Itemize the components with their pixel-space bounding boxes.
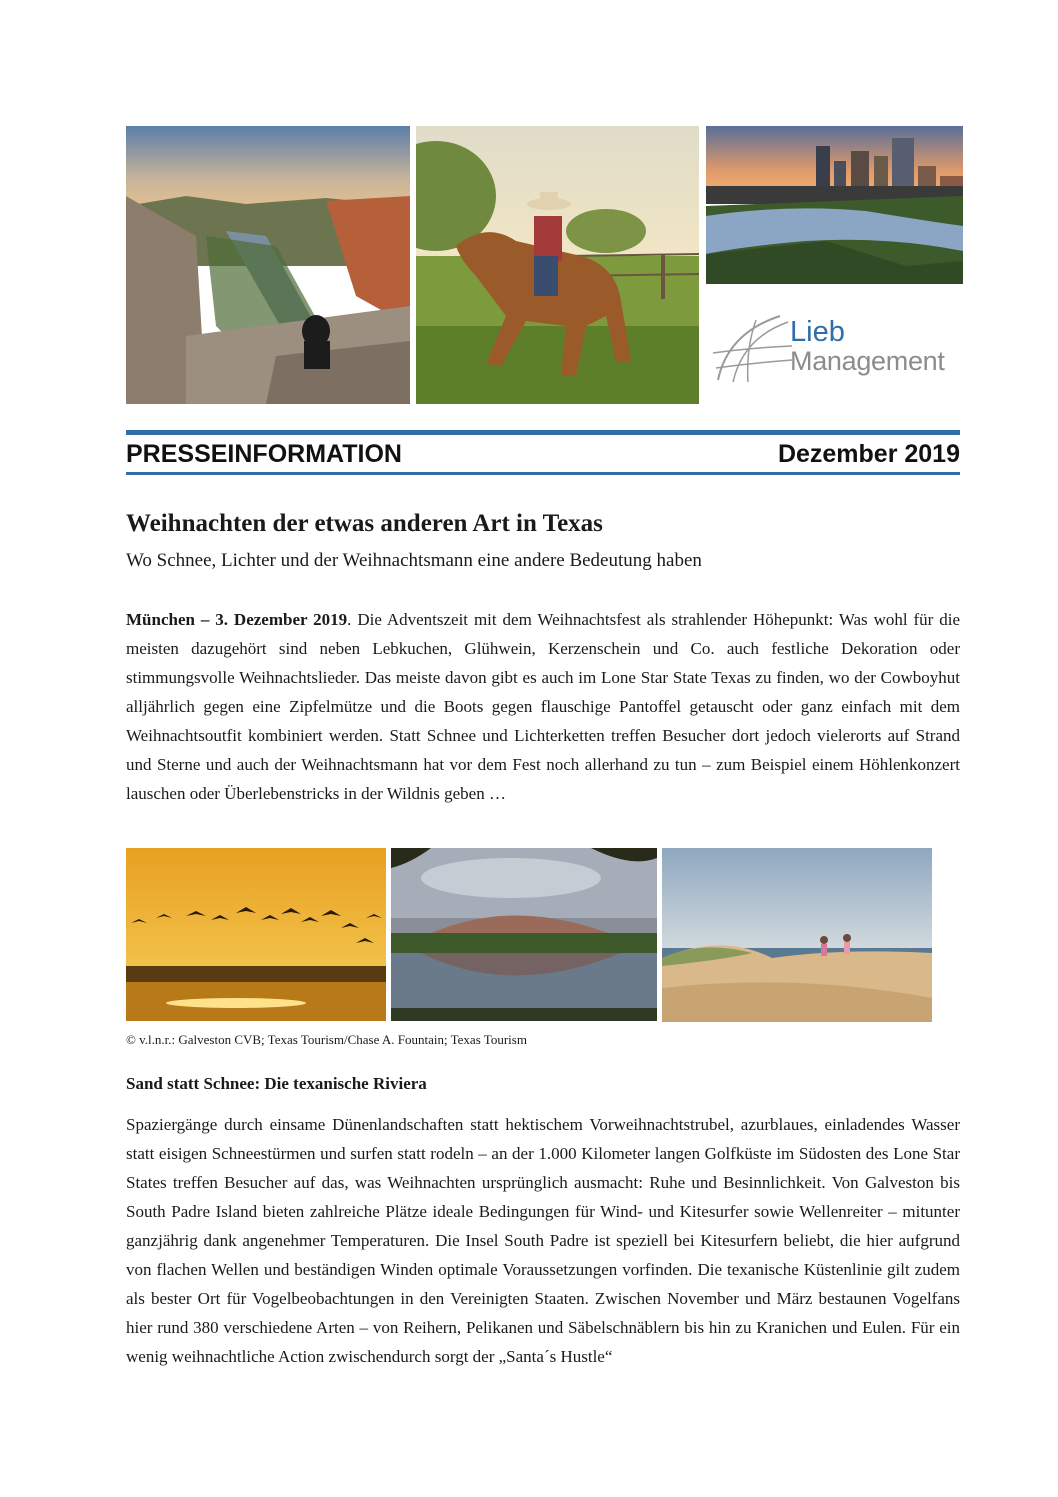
canyon-river-photo xyxy=(126,126,410,404)
city-skyline-photo xyxy=(706,126,963,284)
section-paragraph: Spaziergänge durch einsame Dünenlandschaften statt hektischem Vorweihnachtstrubel, azurblaues, einladendes Wasser statt eisigen Schneestürmen und surfen statt rodeln – an der 1.000 Kilometer langen Golfküste im Südosten des Lone Star States treffen Besucher auf das, was Weihnachten ursprünglich ausmacht: Ruhe und Besinnlichkeit. Von Galveston bis South Padre Island bieten zahlreiche Plätze ideale Bedingungen für Wind- und Kitesurfer sowie Wellenreiter – mitunter ganzjährig dank angenehmer Temperaturen. Die Insel South Padre ist speziell bei Kitesurfern beliebt, die hier aufgrund von flachen Wellen und beständigen Winden optimale Voraussetzungen vorfinden. Die texanische Küstenlinie gilt zudem als bester Ort für Vogelbeobachtungen in den Vereinigten Staaten. Zwischen November und März bestaunen Vogelfans hier rund 380 verschiedene Arten – von Reihern, Pelikanen und Säbelschnäblern bis hin zu Kranichen und Eulen. Für ein wenig weihnachtliche Action zwischendurch sorgt der „Santa´s Hustle“ xyxy=(126,1115,960,1366)
rock-lake-photo xyxy=(391,848,657,1021)
intro-paragraph xyxy=(126,605,960,808)
intro-text: . Die Adventszeit mit dem Weihnachtsfest als strahlender Höhepunkt: Was wohl für die meisten dazugehört sind neben Lebkuchen, Glühwein, Kerzenschein und Co. auch festliche Dekoration oder stimmungsvolle Weihnachtslieder. Das meiste davon gibt es auch im Lone Star State Texas zu finden, wo der Cowboyhut alljährlich gegen eine Zipfelmütze und die Boots gegen flauschige Pantoffel getauscht oder ganz einfach mit dem Weihnachtsoutfit kombiniert werden. Statt Schnee und Lichterketten treffen Besucher dort jedoch vielerorts auf Strand und Sterne und auch der Weihnachtsmann hat vor dem Fest noch allerhand zu tun – zum Beispiel einem Höhlenkonzert lauschen oder Überlebenstricks in der Wildnis geben … xyxy=(126,610,960,803)
header-rule-bottom xyxy=(126,472,960,475)
lieb-management-logo xyxy=(708,304,964,400)
article-title: Weihnachten der etwas anderen Art in Texas xyxy=(126,510,603,537)
article-subtitle: Wo Schnee, Lichter und der Weihnachtsmann eine andere Bedeutung haben xyxy=(126,550,702,571)
photo-caption: © v.l.n.r.: Galveston CVB; Texas Tourism/Chase A. Fountain; Texas Tourism xyxy=(126,1032,527,1047)
birds-sunset-photo xyxy=(126,848,386,1021)
logo-word-management: Management xyxy=(790,346,945,376)
logo-globe-icon xyxy=(708,308,798,388)
logo-word-lieb: Lieb xyxy=(790,316,845,348)
press-info-label: PRESSEINFORMATION xyxy=(126,440,402,468)
header-rule-top xyxy=(126,430,960,435)
cowboy-horse-photo xyxy=(416,126,699,404)
beach-dunes-photo xyxy=(662,848,932,1022)
dateline: München – 3. Dezember 2019 xyxy=(126,610,348,629)
press-date: Dezember 2019 xyxy=(777,440,960,468)
section-heading: Sand statt Schnee: Die texanische Riviera xyxy=(126,1074,427,1093)
